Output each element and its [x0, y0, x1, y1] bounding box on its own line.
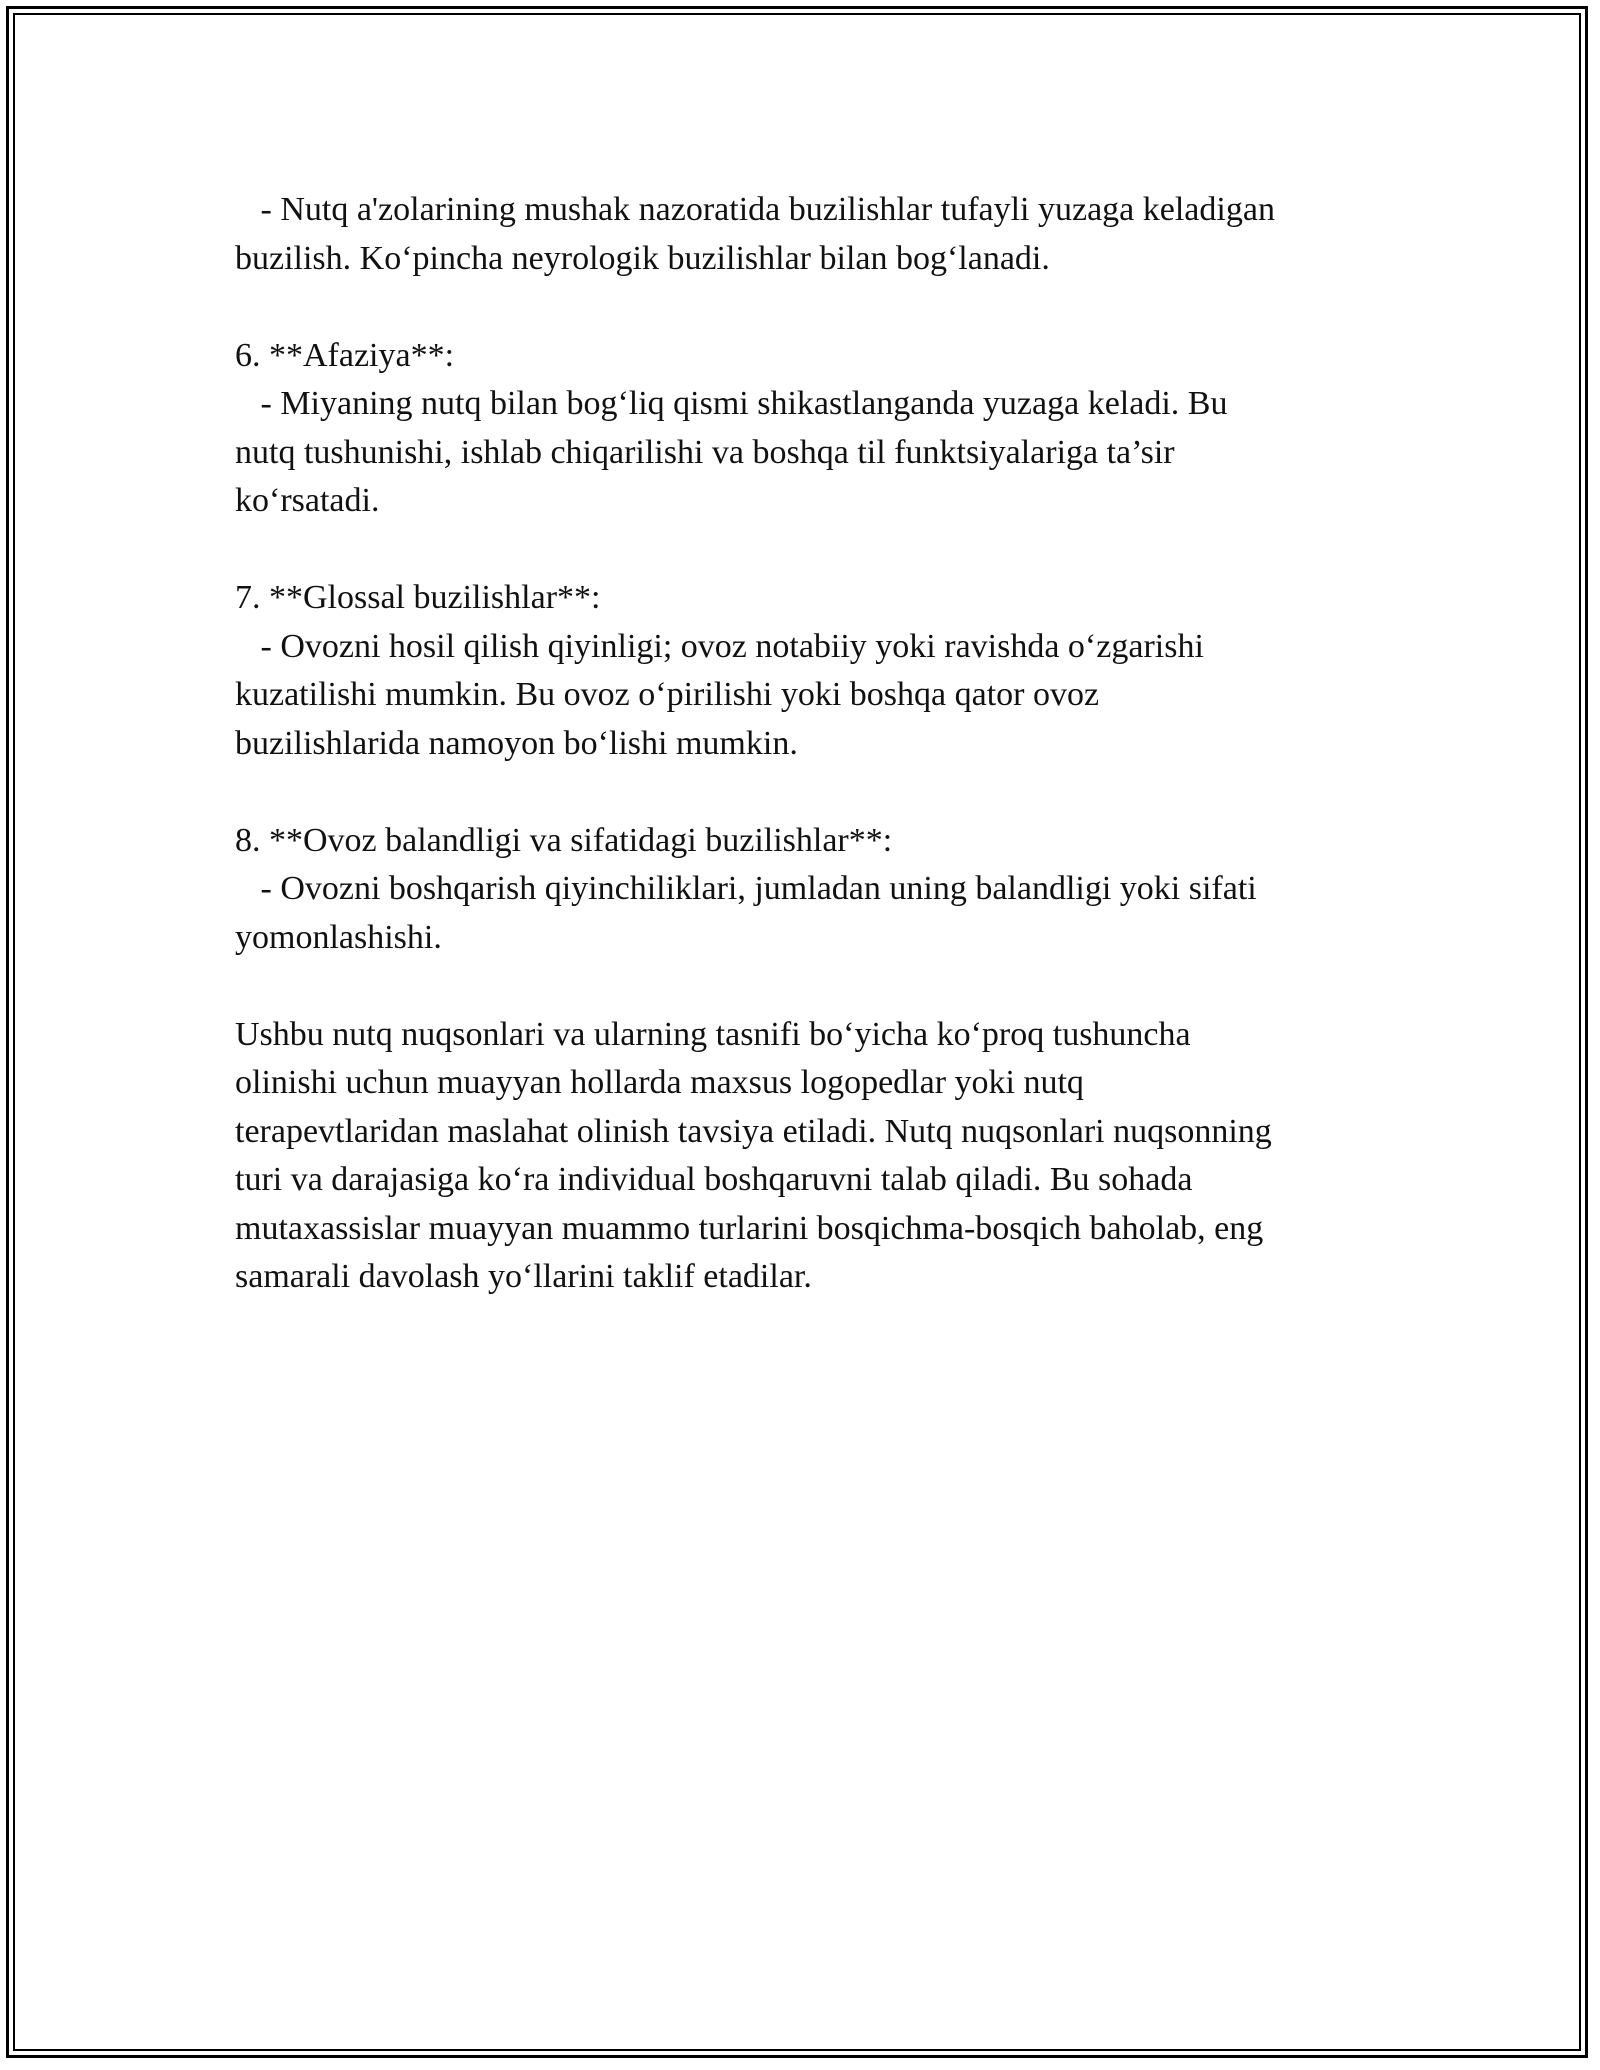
text-line: - Miyaning nutq bilan bog‘liq qismi shikastlanganda yuzaga keladi. Bu [235, 385, 1228, 422]
text-line: ko‘rsatadi. [235, 482, 380, 519]
item-8-ovoz [235, 817, 1365, 963]
text-line: Ushbu nutq nuqsonlari va ularning tasnifi bo‘yicha ko‘proq tushuncha [235, 1015, 1191, 1053]
conclusion-paragraph [235, 1011, 1365, 1302]
document-body [235, 186, 1365, 1302]
paragraph-gap [235, 768, 1365, 817]
paragraph-gap [235, 962, 1365, 1011]
item-heading: 8. **Ovoz balandligi va sifatidagi buzilishlar**: [235, 821, 893, 859]
text-line: olinishi uchun muayyan hollarda maxsus logopedlar yoki nutq [235, 1064, 1084, 1101]
text-line: yomonlashishi. [235, 918, 442, 956]
item-7-glossal [235, 574, 1365, 768]
text-line: - Ovozni boshqarish qiyinchiliklari, jumladan uning balandligi yoki sifati [235, 870, 1257, 907]
text-line: buzilish. Ko‘pincha neyrologik buzilishlar bilan bog‘lanadi. [235, 239, 1050, 277]
text-line: samarali davolash yo‘llarini taklif etadilar. [235, 1258, 812, 1295]
text-line: mutaxassislar muayyan muammo turlarini bosqichma-bosqich baholab, eng [235, 1209, 1264, 1247]
paragraph-gap [235, 283, 1365, 332]
text-line: terapevtlaridan maslahat olinish tavsiya etiladi. Nutq nuqsonlari nuqsonning [235, 1112, 1272, 1150]
item-6-afaziya [235, 332, 1365, 526]
item-heading: 6. **Afaziya**: [235, 336, 455, 374]
text-line: nutq tushunishi, ishlab chiqarilishi va boshqa til funktsiyalariga ta’sir [235, 433, 1175, 471]
text-line: buzilishlarida namoyon bo‘lishi mumkin. [235, 724, 798, 762]
text-line: turi va darajasiga ko‘ra individual boshqaruvni talab qiladi. Bu sohada [235, 1161, 1193, 1198]
item-5-description [235, 186, 1365, 283]
text-line: - Ovozni hosil qilish qiyinligi; ovoz notabiiy yoki ravishda o‘zgarishi [235, 627, 1204, 665]
text-line: - Nutq a'zolarining mushak nazoratida buzilishlar tufayli yuzaga keladigan [235, 191, 1275, 228]
text-line: kuzatilishi mumkin. Bu ovoz o‘pirilishi yoki boshqa qator ovoz [235, 676, 1100, 713]
item-heading: 7. **Glossal buzilishlar**: [235, 579, 601, 616]
paragraph-gap [235, 526, 1365, 575]
